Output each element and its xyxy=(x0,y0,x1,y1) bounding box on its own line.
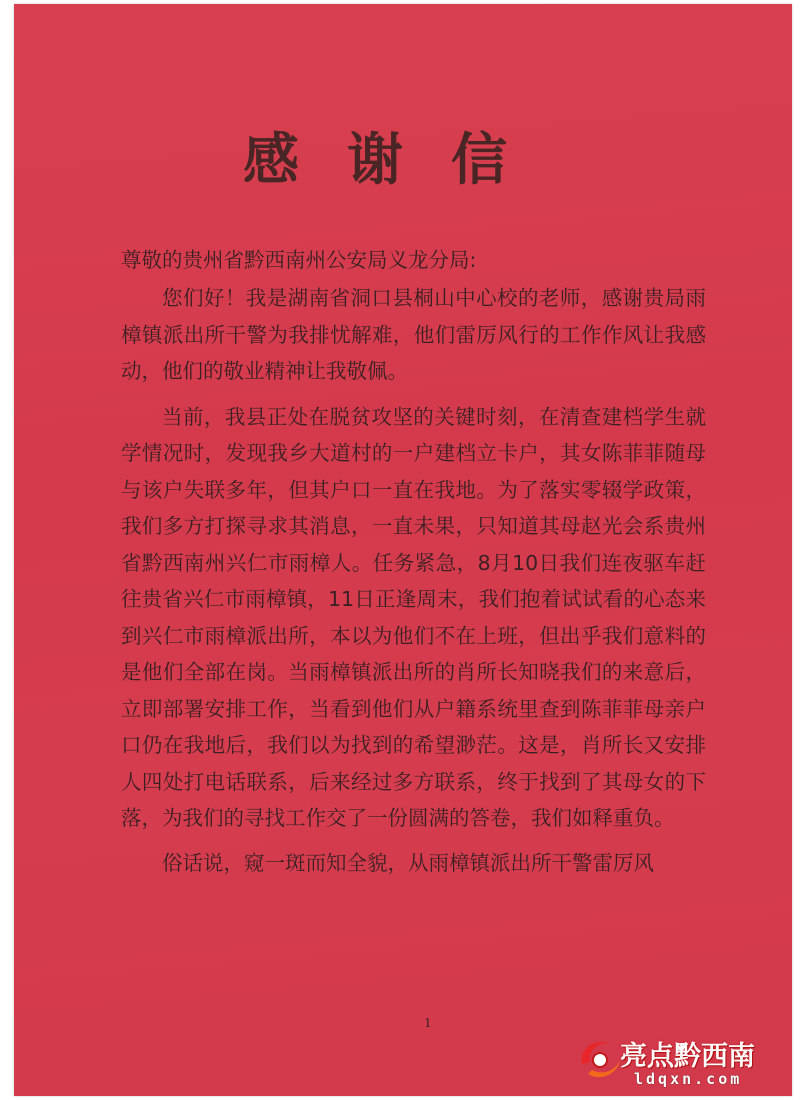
page-number: 1 xyxy=(424,1016,432,1030)
letter-paragraph: 您们好！我是湖南省洞口县桐山中心校的老师，感谢贵局雨樟镇派出所干警为我排忧解难，他们雷厉风行的工作作风让我感动，他们的敬业精神让我敬佩。 xyxy=(121,286,706,383)
site-watermark xyxy=(572,1030,794,1094)
letter-paragraph: 俗话说，窥一斑而知全貌，从雨樟镇派出所干警雷厉风 xyxy=(162,850,654,875)
letter-page xyxy=(14,4,792,1096)
watermark-brand: 亮点黔西南 xyxy=(620,1041,755,1072)
letter-body xyxy=(121,242,706,881)
watermark-url: ldqxn.com xyxy=(634,1070,743,1088)
swirl-logo-icon xyxy=(574,1034,626,1084)
letter-title: 感谢信 xyxy=(243,128,555,193)
letter-greeting: 尊敬的贵州省黔西南州公安局义龙分局: xyxy=(121,248,477,272)
letter-paragraph: 当前，我县正处在脱贫攻坚的关键时刻，在清查建档学生就学情况时，发现我乡大道村的一户建档立卡户，其女陈菲菲随母与该户失联多年，但其户口一直在我地。为了落实零辍学政策，我们多方打探寻求其消息，一直未果，只知道其母赵光会系贵州省黔西南州兴仁市雨樟人。任务紧急，8月10日我们连夜驱车赶往贵省兴仁市雨樟镇，11日正逢周末，我们抱着试试看的心态来到兴仁市雨樟派出所，本以为他们不在上班，但出乎我们意料的是他们全部在岗。当雨樟镇派出所的肖所长知晓我们的来意后，立即部署安排工作，当看到他们从户籍系统里查到陈菲菲母亲户口仍在我地后，我们以为找到的希望渺茫。这是，肖所长又安排人四处打电话联系，后来经过多方联系，终于找到了其母女的下落，为我们的寻找工作交了一份圆满的答卷，我们如释重负。 xyxy=(121,404,706,830)
